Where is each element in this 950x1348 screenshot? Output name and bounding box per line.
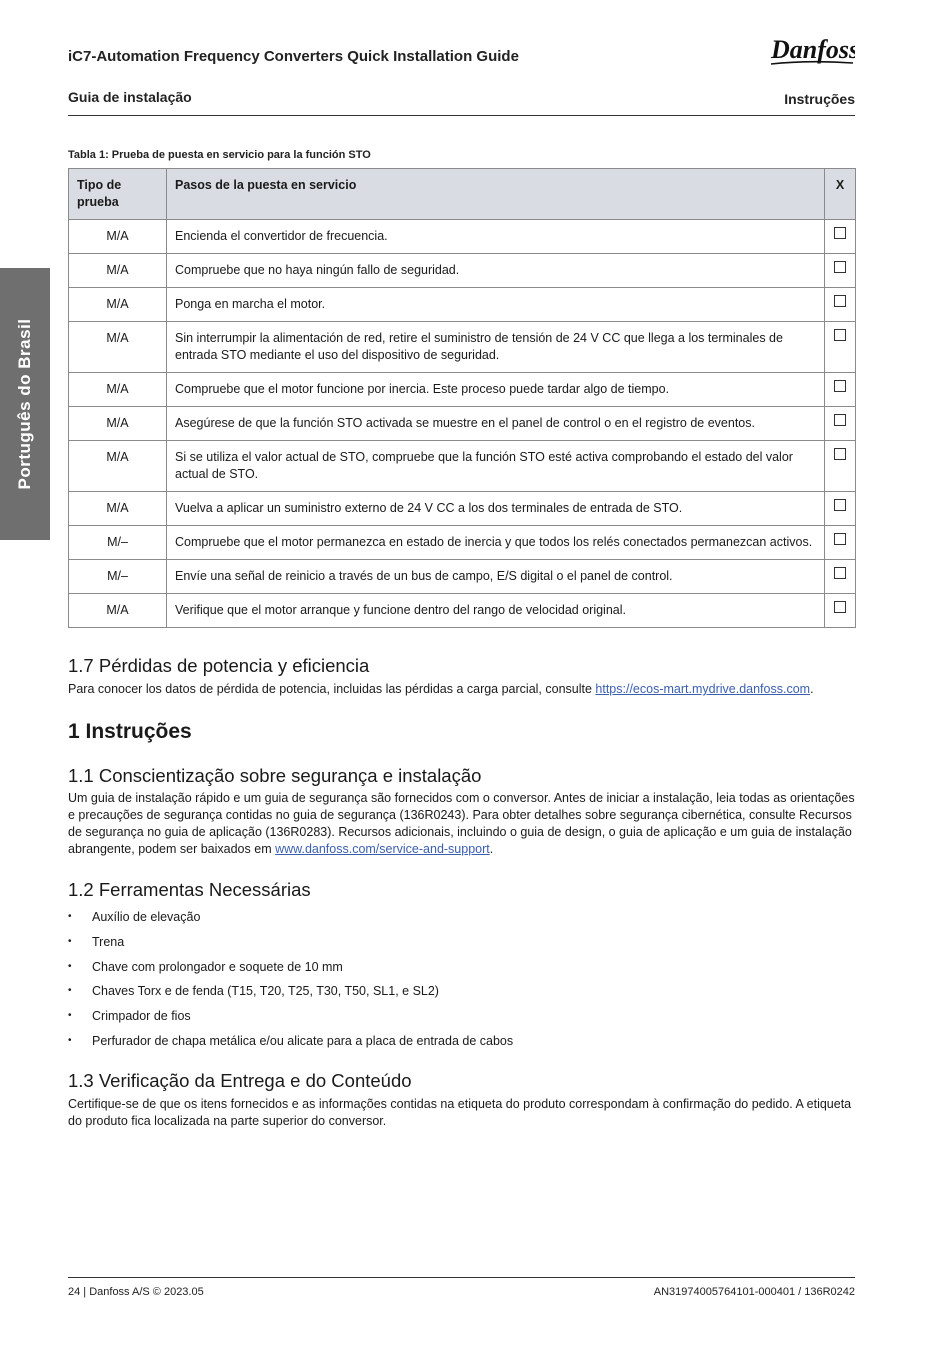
test-type-cell: M/–: [69, 560, 167, 594]
section-heading-1-7: 1.7 Pérdidas de potencia y eficiencia: [68, 655, 370, 676]
step-cell: Compruebe que el motor permanezca en estado de inercia y que todos los relés conectados permanezcan activos.: [167, 526, 825, 560]
list-item: • Perfurador de chapa metálica e/ou alicate para a placa de entrada de cabos: [68, 1031, 513, 1056]
list-item: • Chaves Torx e de fenda (T15, T20, T25, T30, T50, SL1, e SL2): [68, 981, 513, 1006]
checkbox[interactable]: [834, 261, 846, 273]
step-cell: Ponga en marcha el motor.: [167, 288, 825, 322]
checkbox[interactable]: [834, 499, 846, 511]
test-type-cell: M/A: [69, 492, 167, 526]
table-row: [69, 322, 856, 373]
table-row: [69, 407, 856, 441]
list-item: • Crimpador de fios: [68, 1006, 513, 1031]
document-title: iC7-Automation Frequency Converters Quick Installation Guide: [68, 48, 519, 65]
list-item: • Auxílio de elevação: [68, 907, 513, 932]
chapter-heading: 1 Instruções: [68, 720, 192, 743]
step-cell: Si se utiliza el valor actual de STO, compruebe que la función STO esté activa comprobando el estado del valor actual de STO.: [167, 441, 825, 492]
test-type-cell: M/–: [69, 526, 167, 560]
ecosmart-link[interactable]: https://ecos-mart.mydrive.danfoss.com: [595, 682, 811, 696]
section-heading-1-1: 1.1 Conscientização sobre segurança e instalação: [68, 765, 482, 786]
table-header-row: [69, 169, 856, 220]
step-cell: Compruebe que no haya ningún fallo de seguridad.: [167, 254, 825, 288]
footer-doc-number: AN31974005764101-000401 / 136R0242: [653, 1286, 855, 1298]
step-cell: Asegúrese de que la función STO activada se muestre en el panel de control o en el registro de eventos.: [167, 407, 825, 441]
service-support-link[interactable]: www.danfoss.com/service-and-support: [275, 842, 490, 856]
checkbox[interactable]: [834, 414, 846, 426]
danfoss-logo: [769, 30, 855, 75]
section-1-7-text: Para conocer los datos de pérdida de potencia, incluidas las pérdidas a carga parcial, consulte https://ecos-mart.mydrive.danfoss.com.: [68, 682, 814, 696]
tools-list: [68, 907, 513, 1056]
table-row: [69, 288, 856, 322]
step-cell: Compruebe que el motor funcione por inercia. Este proceso puede tardar algo de tiempo.: [167, 373, 825, 407]
document-subtitle: Guia de instalação: [68, 89, 192, 105]
checkbox[interactable]: [834, 533, 846, 545]
header-divider: [68, 115, 855, 116]
step-cell: Sin interrumpir la alimentación de red, retire el suministro de tensión de 24 V CC que llega a los terminales de entrada STO mediante el uso del dispositivo de seguridad.: [167, 322, 825, 373]
checkbox[interactable]: [834, 227, 846, 239]
checkbox[interactable]: [834, 567, 846, 579]
table-row: [69, 560, 856, 594]
test-type-cell: M/A: [69, 407, 167, 441]
test-type-cell: M/A: [69, 373, 167, 407]
sto-commissioning-table: [68, 168, 856, 628]
language-side-tab: [0, 268, 50, 540]
col-header-steps: Pasos de la puesta en servicio: [167, 169, 825, 220]
table-row: [69, 220, 856, 254]
test-type-cell: M/A: [69, 322, 167, 373]
test-type-cell: M/A: [69, 288, 167, 322]
test-type-cell: M/A: [69, 254, 167, 288]
section-heading-1-3: 1.3 Verificação da Entrega e do Conteúdo: [68, 1070, 412, 1091]
step-cell: Encienda el convertidor de frecuencia.: [167, 220, 825, 254]
col-header-test-type: Tipo de prueba: [69, 169, 167, 220]
checkbox[interactable]: [834, 601, 846, 613]
col-header-check: X: [825, 169, 856, 220]
footer-page-info: 24 | Danfoss A/S © 2023.05: [68, 1286, 204, 1298]
section-heading-1-2: 1.2 Ferramentas Necessárias: [68, 879, 311, 900]
footer-divider: [68, 1277, 855, 1278]
checkbox[interactable]: [834, 380, 846, 392]
table-row: [69, 373, 856, 407]
step-cell: Envíe una señal de reinicio a través de un bus de campo, E/S digital o el panel de control.: [167, 560, 825, 594]
section-1-3-text: Certifique-se de que os itens fornecidos e as informações contidas na etiqueta do produto correspondam à confirmação do pedido. A etiqueta do produto fica localizada na parte superior do conversor.: [68, 1097, 852, 1128]
table-row: [69, 254, 856, 288]
step-cell: Vuelva a aplicar un suministro externo de 24 V CC a los dos terminales de entrada de STO.: [167, 492, 825, 526]
section-label: Instruções: [784, 91, 855, 107]
list-item: • Chave com prolongador e soquete de 10 mm: [68, 957, 513, 982]
logo-wordmark: Danfoss: [771, 35, 855, 64]
table-caption: Tabla 1: Prueba de puesta en servicio para la función STO: [68, 149, 371, 161]
list-item: • Trena: [68, 932, 513, 957]
step-cell: Verifique que el motor arranque y funcione dentro del rango de velocidad original.: [167, 594, 825, 628]
test-type-cell: M/A: [69, 594, 167, 628]
table-row: [69, 594, 856, 628]
checkbox[interactable]: [834, 295, 846, 307]
table-row: [69, 526, 856, 560]
language-side-tab-label: Português do Brasil: [15, 318, 34, 490]
checkbox[interactable]: [834, 329, 846, 341]
test-type-cell: M/A: [69, 441, 167, 492]
checkbox[interactable]: [834, 448, 846, 460]
table-row: [69, 441, 856, 492]
section-1-1-text: Um guia de instalação rápido e um guia de segurança são fornecidos com o conversor. Antes de iniciar a instalação, leia todas as orientações e precauções de segurança contidas no guia de segurança (136R0243). Para obter detalhes sobre segurança cibernética, consulte Recursos de segurança no guia de aplicação (136R0283). Recursos adicionais, incluindo o guia de design, o guia de aplicação e um guia de instalação abrangente, podem ser baixados em www.danfoss.com/service-and-support.: [68, 791, 855, 856]
table-row: [69, 492, 856, 526]
test-type-cell: M/A: [69, 220, 167, 254]
